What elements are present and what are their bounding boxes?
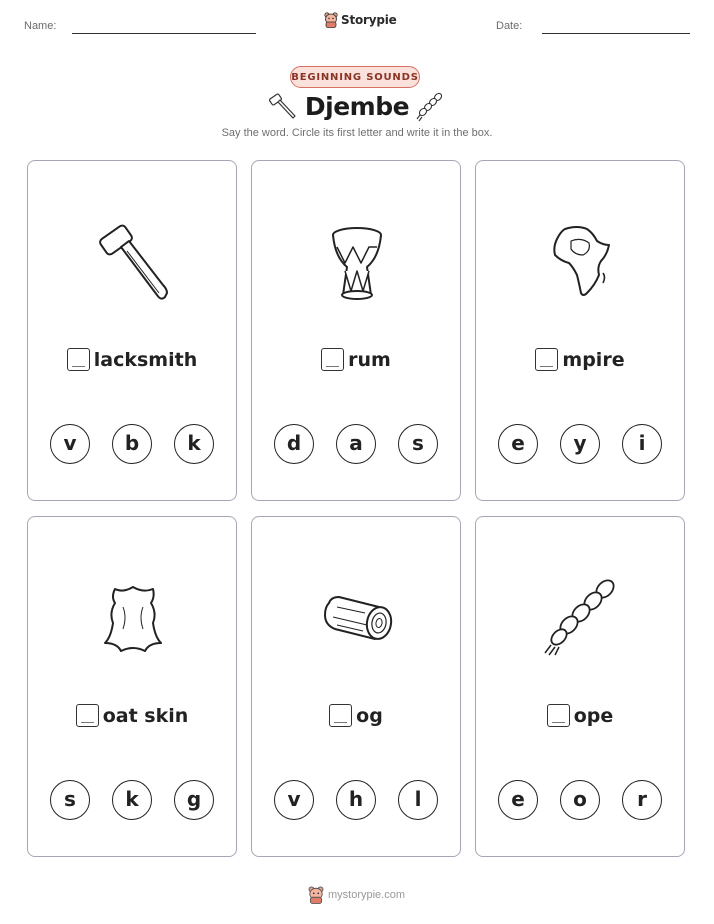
letter-choice[interactable]: l: [398, 780, 438, 820]
brand: [324, 12, 397, 28]
bear-logo-icon: [324, 12, 338, 28]
letter-choice[interactable]: v: [274, 780, 314, 820]
log-icon: [307, 567, 407, 667]
letter-choice[interactable]: b: [112, 424, 152, 464]
letter-choice[interactable]: s: [50, 780, 90, 820]
word-row: [476, 704, 684, 727]
name-line[interactable]: [72, 33, 256, 34]
word-ending: lacksmith: [93, 348, 198, 371]
letter-choice[interactable]: v: [50, 424, 90, 464]
name-label: Name:: [24, 20, 57, 32]
answer-box[interactable]: [547, 704, 570, 727]
word-row: [28, 348, 236, 371]
footer-url[interactable]: mystorypie.com: [328, 889, 406, 901]
letter-choice[interactable]: d: [274, 424, 314, 464]
word-card: [475, 160, 685, 501]
letter-choice[interactable]: o: [560, 780, 600, 820]
section-badge: BEGINNING SOUNDS: [290, 66, 420, 88]
letter-choice[interactable]: e: [498, 424, 538, 464]
letter-choices: [252, 780, 460, 820]
page-title: Djembe: [304, 92, 410, 121]
brand-name: Storypie: [341, 13, 397, 27]
answer-box[interactable]: [67, 348, 90, 371]
letter-choice[interactable]: i: [622, 424, 662, 464]
letter-choices: [476, 780, 684, 820]
rope-icon: [531, 567, 631, 667]
letter-choice[interactable]: y: [560, 424, 600, 464]
word-row: [476, 348, 684, 371]
letter-choices: [28, 780, 236, 820]
letter-choices: [28, 424, 236, 464]
word-row: [252, 704, 460, 727]
letter-choices: [476, 424, 684, 464]
word-ending: ope: [573, 704, 614, 727]
word-card: [475, 516, 685, 857]
word-card: [251, 160, 461, 501]
footer: [308, 886, 405, 904]
word-row: [252, 348, 460, 371]
bear-logo-icon: [308, 886, 324, 904]
answer-box[interactable]: [321, 348, 344, 371]
date-line[interactable]: [542, 33, 690, 34]
instructions: Say the word. Circle its first letter and write it in the box.: [221, 127, 493, 139]
rope-icon: [414, 90, 446, 122]
letter-choice[interactable]: k: [112, 780, 152, 820]
date-label: Date:: [496, 20, 523, 32]
letter-choice[interactable]: s: [398, 424, 438, 464]
letter-choice[interactable]: g: [174, 780, 214, 820]
africa-map-icon: [531, 211, 631, 311]
letter-choice[interactable]: e: [498, 780, 538, 820]
hammer-icon: [83, 211, 183, 311]
word-ending: og: [356, 704, 383, 727]
word-ending: oat skin: [102, 704, 189, 727]
answer-box[interactable]: [329, 704, 352, 727]
word-ending: mpire: [562, 348, 625, 371]
letter-choice[interactable]: k: [174, 424, 214, 464]
djembe-drum-icon: [307, 211, 407, 311]
word-card: [27, 160, 237, 501]
animal-hide-icon: [83, 567, 183, 667]
letter-choices: [252, 424, 460, 464]
word-row: [28, 704, 236, 727]
word-card: [251, 516, 461, 857]
word-ending: rum: [348, 348, 391, 371]
word-card: [27, 516, 237, 857]
answer-box[interactable]: [535, 348, 558, 371]
letter-choice[interactable]: r: [622, 780, 662, 820]
letter-choice[interactable]: h: [336, 780, 376, 820]
answer-box[interactable]: [76, 704, 99, 727]
letter-choice[interactable]: a: [336, 424, 376, 464]
